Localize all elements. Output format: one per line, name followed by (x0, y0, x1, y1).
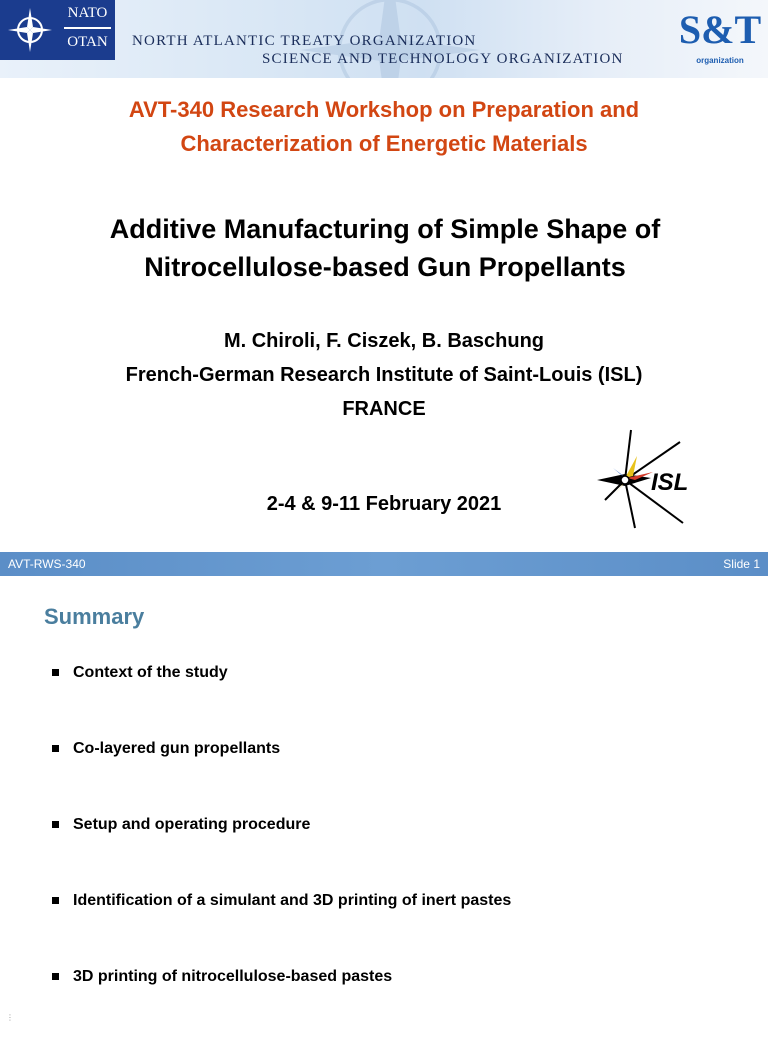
page-edge-mark: ⋮ (6, 1013, 14, 1022)
summary-bullet (52, 816, 732, 892)
bullet-square-icon (52, 669, 59, 676)
author-block (0, 324, 768, 426)
isl-logo-icon (595, 428, 730, 531)
bullet-square-icon (52, 973, 59, 980)
presentation-title (40, 210, 730, 286)
footer-event-code: AVT-RWS-340 (8, 557, 86, 571)
summary-bullet-text: Context of the study (73, 664, 228, 681)
nato-label: NATO (67, 5, 108, 21)
presentation-title-line-1: Additive Manufacturing of Simple Shape of (109, 214, 661, 244)
otan-label: OTAN (67, 34, 108, 50)
bullet-square-icon (52, 897, 59, 904)
nato-emblem-icon (0, 0, 60, 60)
workshop-date: 2-4 & 9-11 February 2021 (266, 493, 502, 515)
bullet-square-icon (52, 821, 59, 828)
summary-bullet-list (52, 664, 732, 1044)
summary-bullet (52, 968, 732, 1044)
workshop-title-line-1: AVT-340 Research Workshop on Preparation and (128, 97, 640, 122)
summary-bullet (52, 664, 732, 740)
slide-footer-bar (0, 552, 768, 576)
authors: M. Chiroli, F. Ciszek, B. Baschung (223, 330, 545, 352)
summary-bullet-text: Setup and operating procedure (73, 816, 311, 833)
st-organization-logo (675, 2, 765, 68)
st-logo-subtext: organization (696, 56, 744, 65)
summary-bullet (52, 740, 732, 816)
institute: French-German Research Institute of Saint-Louis (ISL) (125, 364, 643, 386)
org-name-line-1: NORTH ATLANTIC TREATY ORGANIZATION (132, 33, 477, 49)
st-logo-text: S&T (678, 7, 762, 52)
country: FRANCE (342, 398, 426, 420)
summary-bullet-text: 3D printing of nitrocellulose-based pastes (73, 968, 393, 985)
nato-otan-label (60, 0, 115, 60)
footer-slide-number: Slide 1 (723, 557, 760, 571)
org-name-line-2: SCIENCE AND TECHNOLOGY ORGANIZATION (262, 51, 624, 67)
summary-bullet-text: Co-layered gun propellants (73, 740, 281, 757)
nato-sto-header (0, 0, 768, 78)
presentation-title-line-2: Nitrocellulose-based Gun Propellants (144, 252, 626, 282)
workshop-title-line-2: Characterization of Energetic Materials (180, 131, 588, 156)
bullet-square-icon (52, 745, 59, 752)
isl-logo-text: ISL (651, 469, 689, 496)
summary-bullet-text: Identification of a simulant and 3D printing of inert pastes (73, 892, 512, 909)
workshop-title (0, 93, 768, 161)
summary-heading: Summary (44, 604, 145, 629)
summary-bullet (52, 892, 732, 968)
